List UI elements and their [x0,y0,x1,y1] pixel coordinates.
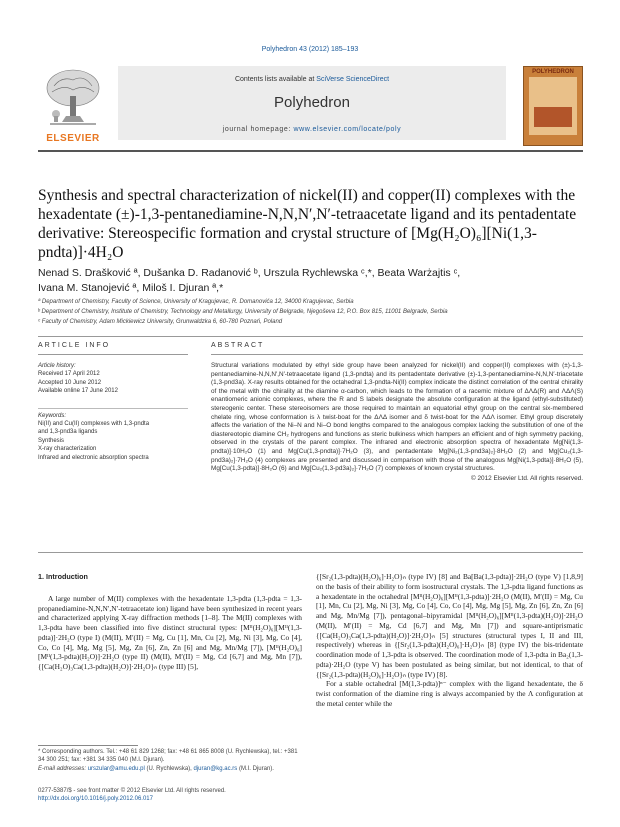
affiliation: ª Department of Chemistry, Faculty of Science, University of Kragujevac, R. Domanovića 12, 34000 Kragujevac, Serbia [38,299,354,305]
keyword: X-ray characterization [38,446,97,453]
article-title: Synthesis and spectral characterization of nickel(II) and copper(II) complexes with the hexadentate (±)-1,3-pentanediamine-N,N,N′,N′-tetraacetate ligand and its pentadentate derivative: Stereospecific formation and crystal structure of [Mg(H₂O)₆][Ni(1,3-pndta)]·4H₂O [38,187,577,261]
homepage-prefix: journal homepage: [222,126,294,133]
journal-reference[interactable]: Polyhedron 43 (2012) 185–193 [261,46,359,53]
journal-cover-thumbnail[interactable] [523,66,583,146]
paragraph: A large number of M(II) complexes with the hexadentate 1,3-pdta (1,3-pdta = 1,3-propanediamine-N,N,N′,N′-tetraacetate ion) ligand have been synthesized in recent years and characterized applying X-ray diffraction methods [1–8]. The M(II) complexes with 1,3-pdta have been classified into five distinct structural types: [Mᴵᴵ(H₂O)₆][Mᴵᴵ(1,3-pdta)]·2H₂O (type I) (M(II), M′(II) = Mg, Cu [1], Mn, Cu [2], Mg, Ni [3], Mg, Co [4], Co, Co [4], Mg, Mg [5], Mg, Zn [6], Zn, Zn [6] and Mg, Mn/Mg [7]), [Mᴵᴵ(H₂O)₆][Mᴵᴵ(1,3-pdta)(H₂O)]·2H₂O (type II) (M(II), M′(II) = Mg, Cd [6,7] and Mg, Mn [7]), {[Ca(H₂O)₃Ca(1,3-pdta)(H₂O)]·2H₂O}ₙ (type III) [5], [38,593,302,671]
affiliation: ᵇ Department of Chemistry, Institute of Chemistry, Technology and Metallurgy, University of Belgrade, Njegoševa 12, P.O. Box 815, 11001 Belgrade, Serbia [38,309,448,315]
keyword: Ni(II) and Cu(II) complexes with 1,3-pndta [38,421,150,428]
cover-band [534,107,572,127]
footnote [38,748,302,773]
cover-art [529,77,577,135]
online-date: Available online 17 June 2012 [38,388,118,395]
body-column-right [316,572,583,709]
email-link[interactable]: urszular@amu.edu.pl [87,765,145,772]
paragraph: {[Sr₂(1,3-pdta)(H₂O)₆]·H₂O}ₙ (type IV) [8] and Ba[Ba(1,3-pdta)]·2H₂O (type V) [1,8,9] on the basis of their ability to form isostructural crystals. The 1,3-pdta ligand functions as a hexadentate in the octahedral [Mᴵᴵ(H₂O)₆][Mᴵᴵ(1,3-pdta)]·2H₂O (M(II), M′(II) = Mg, Cu [1], Mn, Cu [2], Mg, Ni [3], Mg, Co [4], Co, Co [4], Mg, Mg [5], Mg, Zn [6], Zn, Zn [6] and Mg, Mn/Mg [7]), pentagonal–bipyramidal [Mᴵᴵ(H₂O)₆][Mᴵᴵ(1,3-pdta)(H₂O)]·2H₂O (M(II), M′(II) = Mg, Cd [6,7] and Mg, Mn [7]) and square-antiprismatic {[Ca(H₂O)₃Ca(1,3-pdta)(H₂O)]·2H₂O}ₙ [5] structures (structural types I, II and III, respectively) whereas in {[Sr₂(1,3-pdta)(H₂O)₆]·H₂O}ₙ [8] (type IV) the bis-tridentate coordination mode of 1,3-pdta is observed. The coordination mode of 1,3-pdta in Ba₂(1,3-pdta)·2H₂O (type V) has been postulated as being similar, but not identical, to that of {[Sr₂(1,3-pdta)(H₂O)₆]·H₂O}ₙ (type IV) [8]. [316,572,583,679]
email-line [38,765,302,773]
author-line: Nenad S. Drašković ª, Dušanka D. Radanović ᵇ, Urszula Rychlewska ᶜ,*, Beata Warżajtis ᶜ, [38,267,461,279]
accepted-date: Accepted 10 June 2012 [38,379,102,386]
elsevier-logo[interactable] [38,66,108,146]
body-divider [38,552,583,553]
elsevier-wordmark: ELSEVIER [46,133,100,144]
body-column-left [38,572,302,672]
contents-prefix: Contents lists available at [234,76,317,83]
keywords-label: Keywords: [38,412,67,419]
email-owner: (U. Rychlewska), [146,765,192,772]
email-owner: (M.I. Djuran). [238,765,274,772]
homepage-link[interactable]: www.elsevier.com/locate/poly [293,126,402,133]
abstract-rule [211,354,583,355]
author-list [38,266,583,296]
header-divider [38,150,583,152]
affiliation-divider [38,336,583,337]
homepage-line [118,126,506,133]
page-footer [38,787,302,804]
section-title: 1. Introduction [38,572,88,581]
article-info [38,362,188,462]
footnote-divider [38,745,138,746]
keyword: and 1,3-pnd3a ligands [38,429,98,436]
sciencedirect-link[interactable]: SciVerse ScienceDirect [316,76,390,83]
keywords-divider [38,408,188,409]
author-line: Ivana M. Stanojević ª, Miloš I. Djuran ª,* [38,282,224,294]
email-link[interactable]: djuran@kg.ac.rs [193,765,238,772]
issn-line: 0277-5387/$ - see front matter © 2012 Elsevier Ltd. All rights reserved. [38,788,226,794]
cover-title: POLYHEDRON [532,69,574,75]
abstract [211,362,583,483]
keyword: Infrared and electronic absorption spectra [38,454,149,461]
keyword: Synthesis [38,437,65,444]
journal-header [38,66,583,146]
affiliations [38,297,583,327]
received-date: Received 17 April 2012 [38,371,100,378]
copyright-line: © 2012 Elsevier Ltd. All rights reserved. [471,474,583,482]
doi-link[interactable]: http://dx.doi.org/10.1016/j.poly.2012.06.017 [38,796,153,803]
affiliation: ᶜ Faculty of Chemistry, Adam Mickiewicz University, Grunwaldzka 6, 60-780 Poznań, Poland [38,319,283,325]
abstract-heading: ABSTRACT [211,342,265,349]
journal-name: Polyhedron [274,94,350,111]
contents-line [118,76,506,83]
corresponding-authors: * Corresponding authors. Tel.: +48 61 829 1268; fax: +48 61 865 8008 (U. Rychlewska), tel.: +381 34 300 251; fax: +381 34 335 040 (M.I. Djuran). [38,749,298,764]
article-info-rule [38,354,188,355]
header-info-box [118,66,506,140]
article-info-heading: ARTICLE INFO [38,342,111,349]
elsevier-tree-icon [42,66,104,128]
history-label: Article history: [38,363,76,369]
email-label: E-mail addresses: [38,765,87,772]
abstract-text: Structural variations modulated by ethyl side group have been analyzed for nickel(II) and copper(II) complexes with (±)-1,3-pentanediamine-N,N,N′,N′-tetraacetate ligand (1,3-pndta) and its pentadentate derivative (±)-1,3-pentanediamine-N,N,N′-triacetate (1,3-pnd3a). X-ray results obtained for the octahedral 1,3-pndta-Ni(II) complex indicate the distinct correlation of the central chirality of the metal with the chirality at the diamine α-carbon, which leads to the formation of a racemic mixture of ΔΛΔ(R) and ΛΔΛ(S) enantiomeric anionic complexes, where the R and S labels designate the absolute configuration at the ligand (ethyl-substituted) stereogenic center. These stereoisomers are those required to maintain an equatorial ethyl group on the central six-membered chelate ring, whose conformation is λ twist-boat for the ΔΛΔ isomer and δ twist-boat for the ΛΔΛ isomer. Ethyl group discretely affects the variation of the Ni–N and Ni–O bond lengths compared to the analogous complex lacking the substitution of one of the diastereotopic diamine CH₂ hydrogens and functions as steric bulkiness which hampers an efficient and of high symmetry packing, observed in the crystals of the parent complex. The infrared and electronic absorption spectra of hexadentate Mg[Ni(1,3-pndta)]·10H₂O (1) and Mg[Cu(1,3-pndta)]·7H₂O (3), and pentadentate Mg[Ni₂(1,3-pnd3a)₂]·8H₂O (2) and Mg[Cu₂(1,3-pnd3a)₂]·7H₂O (4) complexes are presented and discussed in comparison with those of the analogous Mg[Ni(1,3-pdta)]·8H₂O (5), Mg[Cu(1,3-pdta)]·8H₂O (6) and Mg[Cu₂(1,3-pd3a)₂]·7H₂O (7) complexes of known crystal structures. [211,362,583,473]
paragraph: For a stable octahedral [M(1,3-pdta)]ⁿ⁻ complex with the ligand hexadentate, the δ twist conformation of the diamine ring is always accompanied by the Λ configuration at the metal center while the [316,679,583,708]
